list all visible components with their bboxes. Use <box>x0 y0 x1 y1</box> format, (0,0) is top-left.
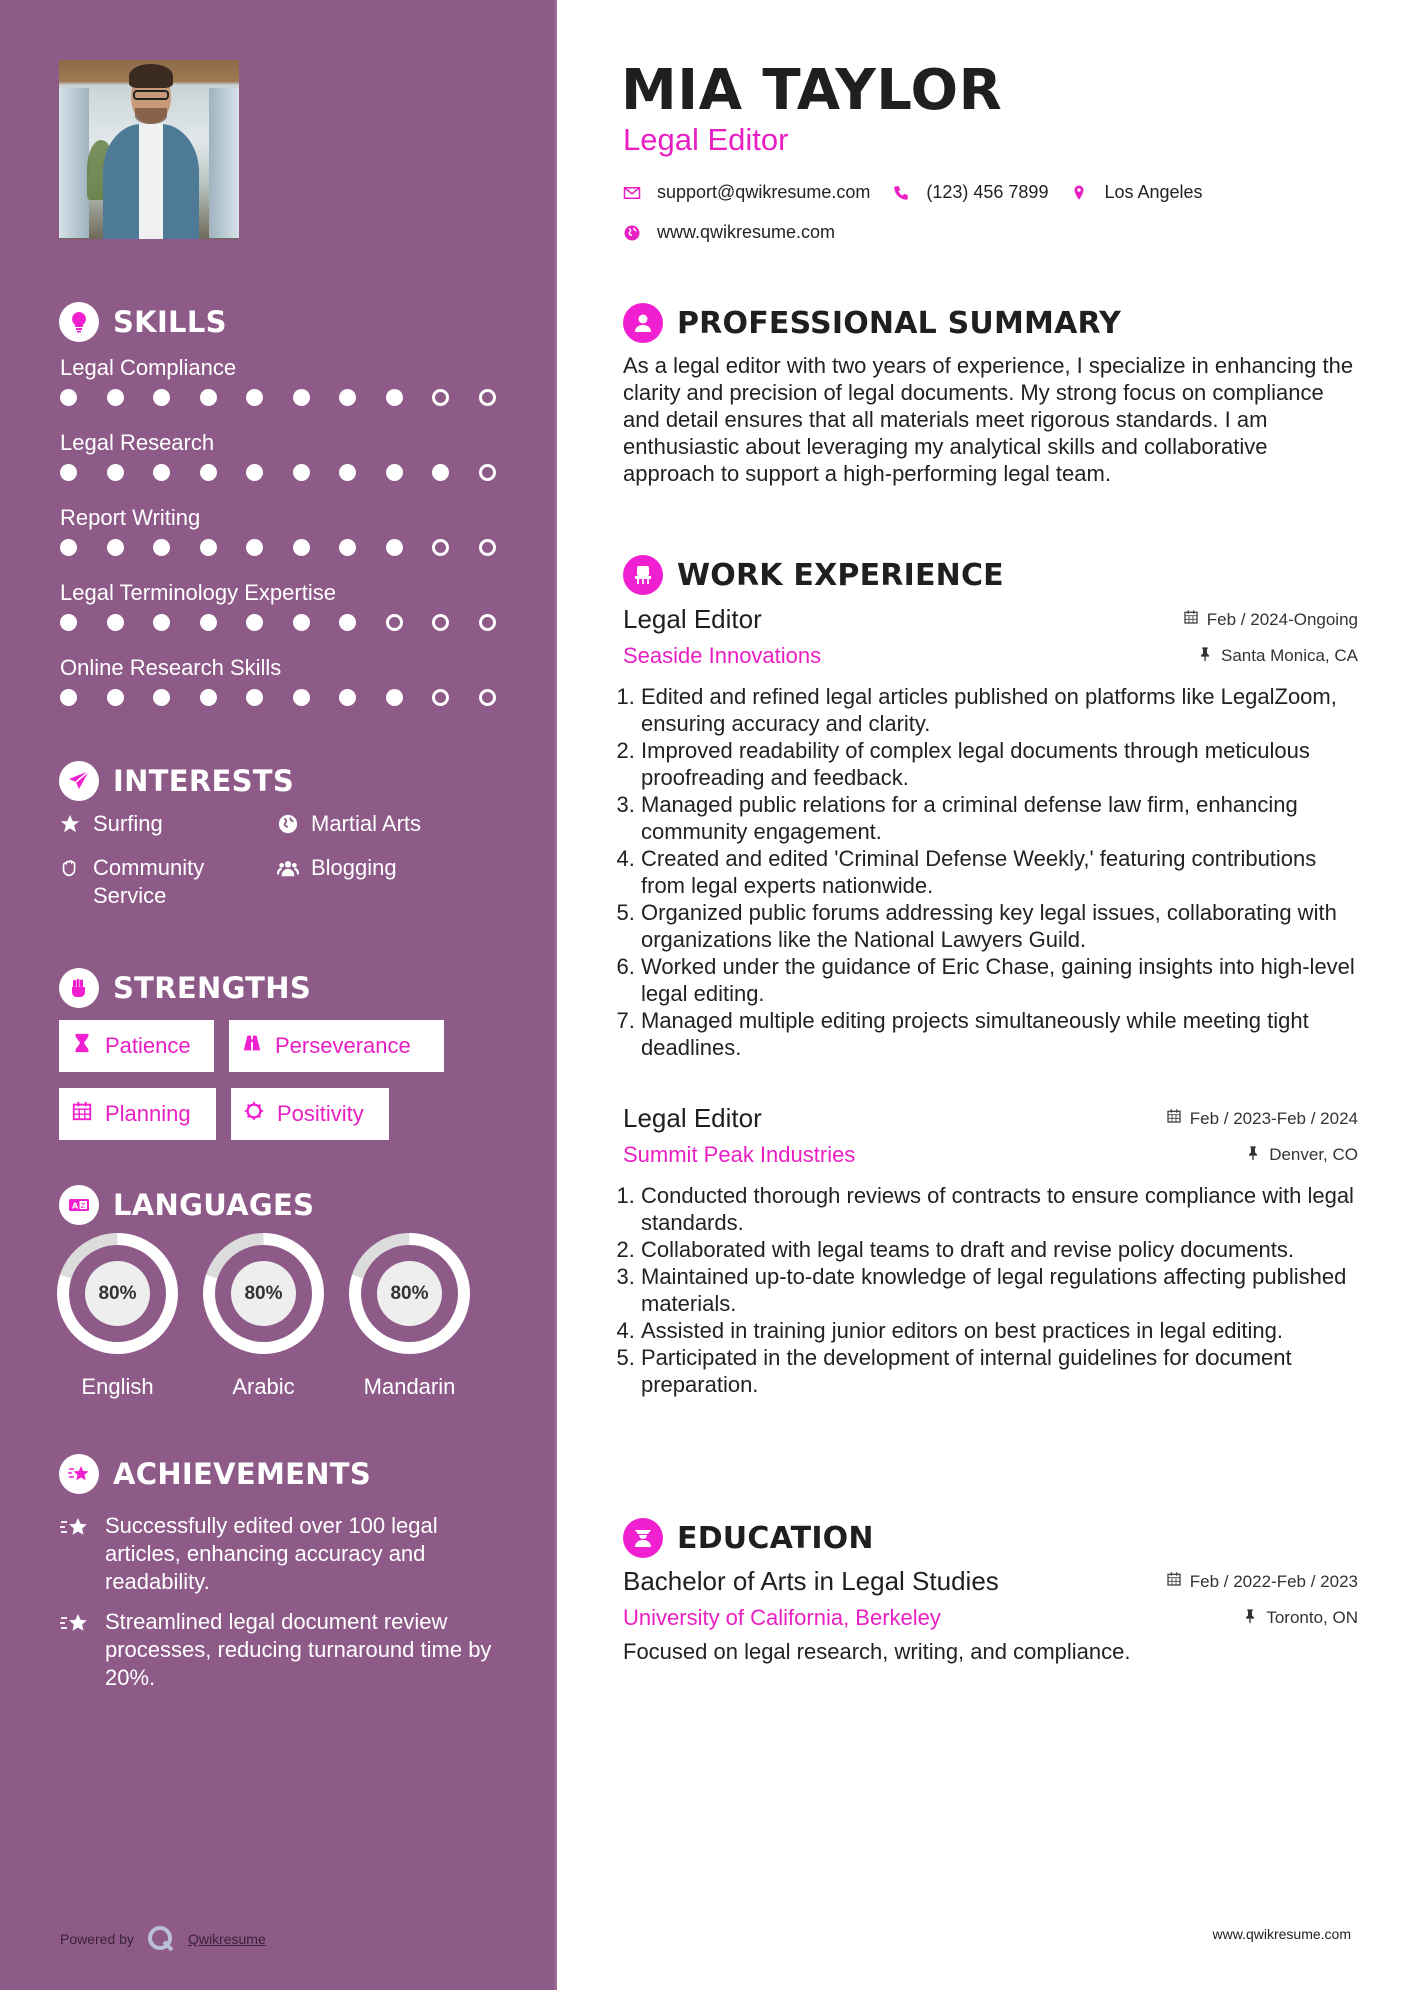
pushpin-icon <box>1245 1145 1261 1166</box>
powered-by: Powered by Qwikresume <box>60 1924 266 1954</box>
interests-list <box>59 810 529 910</box>
contact-location: Los Angeles <box>1104 182 1203 202</box>
shooting-star-icon <box>59 1454 99 1494</box>
rating-dot-empty <box>479 614 496 631</box>
interests-heading: INTERESTS <box>59 761 294 801</box>
rating-dot-empty <box>479 464 496 481</box>
calendar-icon <box>1183 609 1199 630</box>
pushpin-icon <box>1197 646 1213 667</box>
achievements-heading: ACHIEVEMENTS <box>59 1454 371 1494</box>
achievement-item: Streamlined legal document review processes, reducing turnaround time by 20%. <box>59 1608 509 1692</box>
language-progress-ring: 80% <box>349 1233 470 1354</box>
paper-plane-icon <box>59 761 99 801</box>
bullet-item: 5. Organized public forums addressing key legal issues, collaborating with organizations like the National Lawyers Guild. <box>641 899 1358 953</box>
rating-dot-filled <box>60 464 77 481</box>
education-heading: EDUCATION <box>623 1518 874 1558</box>
rating-dot-filled <box>200 689 217 706</box>
interest-item: Blogging <box>277 854 517 910</box>
phone-icon <box>892 184 910 202</box>
rating-dot-filled <box>153 689 170 706</box>
rating-dot-filled <box>107 464 124 481</box>
job-company: Seaside Innovations <box>623 643 822 668</box>
fist-icon <box>59 968 99 1008</box>
contact-row <box>623 222 857 243</box>
languages-list <box>57 1233 470 1400</box>
hourglass-icon <box>71 1032 93 1060</box>
rating-dot-empty <box>479 689 496 706</box>
skill-item: Online Research Skills <box>60 653 530 706</box>
language-item: 80% Mandarin <box>349 1233 470 1400</box>
language-item: 80% Arabic <box>203 1233 324 1400</box>
rating-dot-filled <box>107 539 124 556</box>
achievements-list <box>59 1512 509 1704</box>
skill-rating <box>60 689 530 706</box>
strengths-list <box>59 1020 529 1140</box>
job-bullets <box>623 683 1358 1061</box>
rating-dot-filled <box>246 614 263 631</box>
rating-dot-filled <box>339 614 356 631</box>
job-bullets <box>623 1182 1358 1398</box>
rating-dot-filled <box>293 614 310 631</box>
rating-dot-filled <box>200 464 217 481</box>
pushpin-icon <box>1242 1608 1258 1629</box>
rating-dot-filled <box>293 464 310 481</box>
profile-photo <box>59 60 239 239</box>
rating-dot-empty <box>479 389 496 406</box>
rating-dot-filled <box>153 539 170 556</box>
rating-dot-filled <box>107 614 124 631</box>
education-dates: Feb / 2022-Feb / 2023 <box>1166 1571 1358 1592</box>
interest-item: Martial Arts <box>277 810 517 838</box>
main-content <box>557 0 1407 1990</box>
rating-dot-empty <box>386 614 403 631</box>
globe-icon <box>623 224 641 242</box>
rating-dot-filled <box>200 614 217 631</box>
contact-row <box>623 182 1225 203</box>
school: University of California, Berkeley <box>623 1605 941 1630</box>
job-title: Legal Editor <box>623 1103 762 1133</box>
rating-dot-filled <box>386 389 403 406</box>
bullet-item: 4. Created and edited 'Criminal Defense Weekly,' featuring contributions from legal experts nationwide. <box>641 845 1358 899</box>
job-dates: Feb / 2023-Feb / 2024 <box>1166 1108 1358 1129</box>
candidate-role: Legal Editor <box>623 122 789 157</box>
rating-dot-filled <box>339 464 356 481</box>
skill-item: Report Writing <box>60 503 530 556</box>
strengths-heading: STRENGTHS <box>59 968 311 1008</box>
calendar-icon <box>1166 1108 1182 1129</box>
job-location: Santa Monica, CA <box>1197 646 1358 667</box>
rating-dot-filled <box>293 539 310 556</box>
rating-dot-empty <box>432 389 449 406</box>
rating-dot-filled <box>339 539 356 556</box>
skill-rating <box>60 614 530 631</box>
rating-dot-filled <box>60 539 77 556</box>
job-entry <box>623 604 1358 1061</box>
calendar-icon <box>1166 1571 1182 1592</box>
bullet-item: 3. Maintained up-to-date knowledge of legal regulations affecting published materials. <box>641 1263 1358 1317</box>
languages-heading: A Z LANGUAGES <box>59 1185 314 1225</box>
rating-dot-filled <box>386 539 403 556</box>
summary-heading: PROFESSIONAL SUMMARY <box>623 303 1121 343</box>
rating-dot-filled <box>153 614 170 631</box>
bullet-item: 2. Improved readability of complex legal documents through meticulous proofreading and feedback. <box>641 737 1358 791</box>
qwikresume-link[interactable]: Qwikresume <box>187 1931 266 1947</box>
rating-dot-empty <box>479 539 496 556</box>
rating-dot-filled <box>60 614 77 631</box>
rating-dot-empty <box>432 614 449 631</box>
education-description: Focused on legal research, writing, and compliance. <box>623 1639 1131 1664</box>
calendar-icon <box>71 1100 93 1128</box>
skill-rating <box>60 464 530 481</box>
rating-dot-filled <box>386 464 403 481</box>
rating-dot-filled <box>339 689 356 706</box>
user-icon <box>623 303 663 343</box>
skill-rating <box>60 389 530 406</box>
svg-text:Z: Z <box>80 1202 86 1210</box>
experience-heading: WORK EXPERIENCE <box>623 555 1004 595</box>
strength-badge: Perseverance <box>229 1020 444 1072</box>
lightbulb-icon <box>59 302 99 342</box>
bullet-item: 4. Assisted in training junior editors on best practices in legal editing. <box>641 1317 1358 1344</box>
chair-icon <box>623 555 663 595</box>
svg-text:A: A <box>72 1201 79 1211</box>
shooting-star-icon <box>59 1608 91 1692</box>
rating-dot-filled <box>200 389 217 406</box>
star-icon <box>59 810 83 838</box>
strength-badge: Patience <box>59 1020 214 1072</box>
globe-icon <box>277 810 301 838</box>
rating-dot-filled <box>246 689 263 706</box>
contact-email[interactable]: support@qwikresume.com <box>657 182 871 202</box>
job-dates: Feb / 2024-Ongoing <box>1183 609 1358 630</box>
qwikresume-logo-icon <box>146 1924 176 1954</box>
footer-website-link[interactable]: www.qwikresume.com <box>1212 1926 1351 1942</box>
strength-badge: Planning <box>59 1088 216 1140</box>
bullet-item: 7. Managed multiple editing projects simultaneously while meeting tight deadlines. <box>641 1007 1358 1061</box>
skill-item: Legal Research <box>60 428 530 481</box>
skill-item: Legal Compliance <box>60 353 530 406</box>
road-icon <box>241 1032 263 1060</box>
map-pin-icon <box>1070 184 1088 202</box>
rating-dot-filled <box>246 464 263 481</box>
bullet-item: 5. Participated in the development of internal guidelines for document preparation. <box>641 1344 1358 1398</box>
job-entry <box>623 1103 1358 1398</box>
rating-dot-filled <box>60 689 77 706</box>
sun-icon <box>243 1100 265 1128</box>
strength-badge: Positivity <box>231 1088 389 1140</box>
skill-item: Legal Terminology Expertise <box>60 578 530 631</box>
language-progress-ring: 80% <box>203 1233 324 1354</box>
skills-heading: SKILLS <box>59 302 227 342</box>
rating-dot-filled <box>386 689 403 706</box>
hand-icon <box>59 854 83 910</box>
graduate-icon <box>623 1518 663 1558</box>
rating-dot-filled <box>107 689 124 706</box>
candidate-name: MIA TAYLOR <box>621 58 1003 123</box>
envelope-icon <box>623 184 641 202</box>
interest-item: Community Service <box>59 854 277 910</box>
bullet-item: 2. Collaborated with legal teams to draft and revise policy documents. <box>641 1236 1358 1263</box>
rating-dot-filled <box>293 389 310 406</box>
rating-dot-empty <box>432 539 449 556</box>
job-company: Summit Peak Industries <box>623 1142 856 1167</box>
shooting-star-icon <box>59 1512 91 1596</box>
education-entry <box>623 1566 1358 1665</box>
rating-dot-filled <box>107 389 124 406</box>
contact-website[interactable]: www.qwikresume.com <box>657 222 836 242</box>
users-icon <box>277 854 301 910</box>
job-title: Legal Editor <box>623 604 762 634</box>
language-item: 80% English <box>57 1233 178 1400</box>
language-progress-ring: 80% <box>57 1233 178 1354</box>
rating-dot-filled <box>246 539 263 556</box>
bullet-item: 3. Managed public relations for a criminal defense law firm, enhancing community engagement. <box>641 791 1358 845</box>
rating-dot-filled <box>293 689 310 706</box>
bullet-item: 6. Worked under the guidance of Eric Chase, gaining insights into high-level legal editing. <box>641 953 1358 1007</box>
bullet-item: 1. Conducted thorough reviews of contracts to ensure compliance with legal standards. <box>641 1182 1358 1236</box>
rating-dot-empty <box>432 689 449 706</box>
education-location: Toronto, ON <box>1242 1608 1358 1629</box>
rating-dot-filled <box>153 464 170 481</box>
interest-item: Surfing <box>59 810 277 838</box>
achievement-item: Successfully edited over 100 legal articles, enhancing accuracy and readability. <box>59 1512 509 1596</box>
rating-dot-filled <box>246 389 263 406</box>
rating-dot-filled <box>432 464 449 481</box>
bullet-item: 1. Edited and refined legal articles published on platforms like LegalZoom, ensuring accuracy and clarity. <box>641 683 1358 737</box>
contact-phone[interactable]: (123) 456 7899 <box>926 182 1049 202</box>
translate-icon <box>59 1185 99 1225</box>
rating-dot-filled <box>153 389 170 406</box>
sidebar <box>0 0 557 1990</box>
rating-dot-filled <box>200 539 217 556</box>
rating-dot-filled <box>339 389 356 406</box>
summary-text: As a legal editor with two years of experience, I specialize in enhancing the clarity and precision of legal documents. My strong focus on compliance and detail ensures that all materials meet rigorous standards. I am enthusiastic about leveraging my analytical skills and collaborative approach to support a high-performing legal team. <box>623 353 1354 486</box>
skill-rating <box>60 539 530 556</box>
degree: Bachelor of Arts in Legal Studies <box>623 1566 999 1596</box>
job-location: Denver, CO <box>1245 1145 1358 1166</box>
rating-dot-filled <box>60 389 77 406</box>
